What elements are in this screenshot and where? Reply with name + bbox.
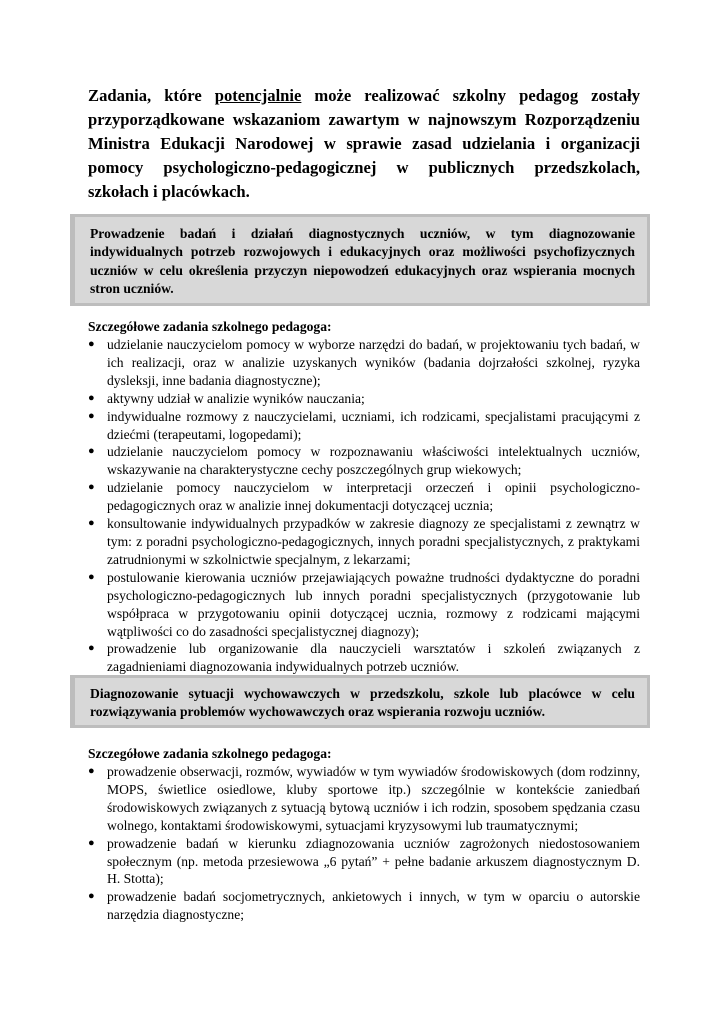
bullet-icon: ●	[88, 338, 95, 350]
bullet-icon: ●	[88, 391, 95, 404]
bullet-icon: ●	[88, 445, 95, 458]
bullet-icon: ●	[88, 570, 95, 583]
title-underlined-word: potencjalnie	[214, 86, 302, 105]
bullet-icon: ●	[88, 836, 95, 849]
section-1-task-list	[88, 336, 640, 676]
section-1-heading: Szczegółowe zadania szkolnego pedagoga:	[88, 319, 332, 334]
title-text-start: Zadania, które	[88, 86, 215, 105]
list-item: ● postulowanie kierowania uczniów przejawiających poważne trudności dydaktyczne do poradni psychologiczno-pedagogicznych lub innych poradni specjalistycznych (przygotowanie lub współpraca w przygotowaniu opinii dotyczącej ucznia, rozmowy z rodzicami mającymi wątpliwości co do zasadności specjalistycznej diagnozy);	[88, 569, 640, 639]
bullet-icon: ●	[88, 481, 95, 494]
list-item: ● indywidualne rozmowy z nauczycielami, uczniami, ich rodzicami, specjalistami pracującymi z dziećmi (terapeutami, logopedami);	[88, 408, 640, 442]
list-item: ● udzielanie nauczycielom pomocy w wyborze narzędzi do badań, w projektowaniu tych badań, w ich realizacji, oraz w analizie uzyskanych wyników (badania dojrzałości szkolnej, ryzyka dysleksji, inne badania diagnostyczne);	[88, 337, 640, 388]
section-1-box-text: Prowadzenie badań i działań diagnostycznych uczniów, w tym diagnozowanie indywidualnych potrzeb rozwojowych i edukacyjnych oraz możliwości psychofizycznych uczniów w celu określenia przyczyn niepowodzeń edukacyjnych oraz wspierania mocnych stron uczniów.	[90, 226, 635, 296]
list-item: ● prowadzenie lub organizowanie dla nauczycieli warsztatów i szkoleń związanych z zagadnieniami diagnozowania indywidualnych potrzeb uczniów.	[88, 641, 640, 675]
section-2-box	[70, 675, 650, 728]
section-1-box	[70, 214, 650, 306]
list-item: ● udzielanie pomocy nauczycielom w interpretacji orzeczeń i opinii psychologiczno-pedagogicznych oraz w analizie innej dokumentacji dotyczącej ucznia;	[88, 480, 640, 514]
list-item: ● aktywny udział w analizie wyników nauczania;	[88, 390, 365, 406]
section-2-task-list	[88, 763, 640, 924]
bullet-icon: ●	[88, 517, 95, 530]
section-2-box-text: Diagnozowanie sytuacji wychowawczych w przedszkolu, szkole lub placówce w celu rozwiązywania problemów wychowawczych oraz wspierania rozwoju uczniów.	[90, 686, 635, 720]
list-item: ● prowadzenie obserwacji, rozmów, wywiadów w tym wywiadów środowiskowych (dom rodzinny, MOPS, świetlice osiedlowe, kluby sportowe itp.) szczególnie w kontekście zaniedbań środowiskowych związanych z sytuacją bytową uczniów i ich rodzin, sposobem spędzania czasu wolnego, kontaktami środowiskowymi, sytuacjami kryzysowymi lub traumatycznymi;	[88, 764, 640, 833]
document-title	[88, 84, 640, 204]
list-item: ● prowadzenie badań socjometrycznych, ankietowych i innych, w tym w oparciu o autorskie narzędzia diagnostyczne;	[88, 889, 640, 923]
bullet-icon: ●	[88, 409, 95, 422]
section-2-heading: Szczegółowe zadania szkolnego pedagoga:	[88, 746, 332, 761]
bullet-icon: ●	[88, 765, 95, 777]
list-item: ● prowadzenie badań w kierunku zdiagnozowania uczniów zagrożonych niedostosowaniem społecznym (np. metoda przesiewowa „6 pytań” + pełne badanie arkuszem diagnostycznym D. H. Stotta);	[88, 835, 640, 887]
list-item: ● konsultowanie indywidualnych przypadków w zakresie diagnozy ze specjalistami z zewnątrz w tym: z poradni psychologiczno-pedagogicznych, innych poradni specjalistycznych, z praktykami zatrudnionymi w szkolnictwie specjalnym, z lekarzami;	[88, 516, 640, 567]
title-text-end: może realizować szkolny pedagog zostały przyporządkowane wskazaniom zawartym w najnowszym Rozporządzeniu Ministra Edukacji Narodowej w sprawie zasad udzielania i organizacji pomocy psychologiczno-pedagogicznej w publicznych przedszkolach, szkołach i placówkach.	[88, 86, 641, 201]
list-item: ● udzielanie nauczycielom pomocy w rozpoznawaniu właściwości intelektualnych uczniów, wskazywanie na charakterystyczne cechy poszczególnych grup wiekowych;	[88, 444, 640, 478]
bullet-icon: ●	[88, 642, 95, 655]
bullet-icon: ●	[88, 890, 95, 903]
